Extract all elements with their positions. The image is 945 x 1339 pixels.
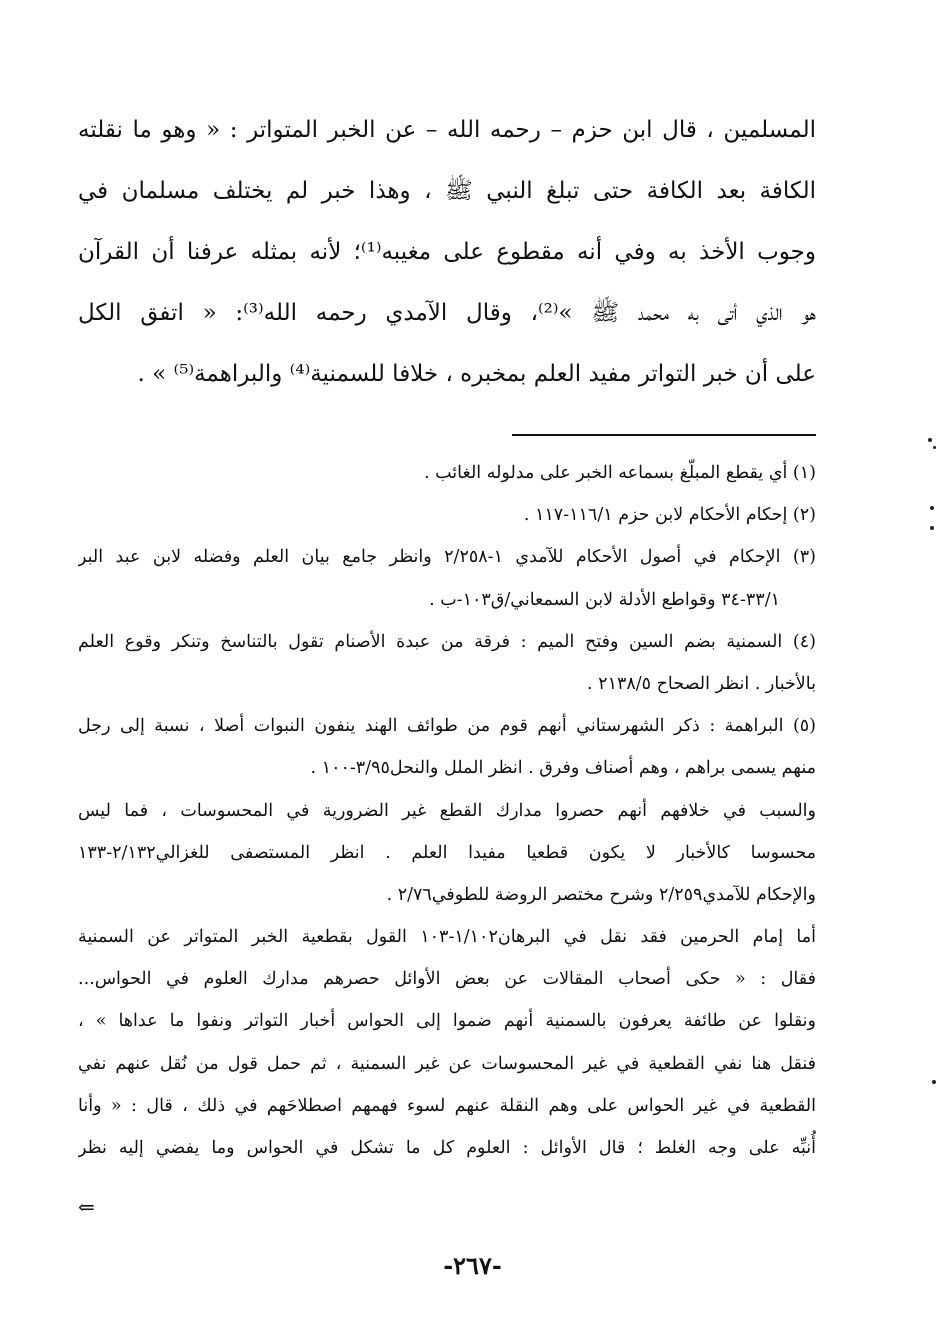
footnote-line: أما إمام الحرمين فقد نقل في البرهان١/١٠٢-١٠٣ القول بقطعية الخبر المتواتر عن السمنية xyxy=(78,927,816,948)
footnote-line: بالأخبار . انظر الصحاح ٢١٣٨/٥ . xyxy=(587,673,816,694)
scan-speck xyxy=(932,1080,936,1084)
scan-speck xyxy=(930,526,934,530)
scan-speck xyxy=(928,438,932,442)
body-line: هو الذي أتى به محمد ﷺ »⁽²⁾، وقال الآمدي رحمه الله⁽³⁾: « اتفق الكل xyxy=(78,300,816,326)
footnote-line: (٥) البراهمة : ذكر الشهرستاني أنهم قوم من طوائف الهند ينفون النبوات أصلا ، نسبة إلى رجل xyxy=(78,716,816,737)
scan-speck xyxy=(933,446,936,449)
footnote-line: (٢) إحكام الأحكام لابن حزم ١١٦/١-١١٧ . xyxy=(523,505,816,526)
page-number: -٢٦٧- xyxy=(443,1251,502,1280)
footnote-line: محسوسا كالأخبار لا يكون قطعيا مفيدا العلم . انظر المستصفى للغزالي٢/١٣٢-١٣٣ xyxy=(78,842,816,863)
footnote-line: منهم يسمى براهم ، وهم أصناف وفرق . انظر الملل والنحل٣/٩٥-١٠٠ . xyxy=(310,758,816,779)
footnote-line: القطعية في غير الحواس على وهم النقلة عنهم لسوء فهمهم اصطلاحَهم في ذلك ، قال : « وأنا xyxy=(78,1095,816,1116)
footnote-line: فنقل هنا نفي القطعية في غير المحسوسات عن غير السمنية ، ثم حمل قول من نُقل عنهم نفي xyxy=(78,1053,816,1074)
scan-speck xyxy=(930,506,934,510)
body-line: وجوب الأخذ به وفي أنه مقطوع على مغيبه⁽¹⁾؛ لأنه بمثله عرفنا أن القرآن xyxy=(78,239,816,265)
footnote-separator xyxy=(512,434,816,436)
body-line: الكافة بعد الكافة حتى تبلغ النبي ﷺ ، وهذا خبر لم يختلف مسلمان في xyxy=(78,178,816,204)
main-text xyxy=(78,100,816,405)
footnote-line: (١) أي يقطع المبلّغ بسماعه الخبر على مدلوله الغائب . xyxy=(423,463,816,483)
footnote-line: فقال : « حكى أصحاب المقالات عن بعض الأوائل حصرهم مدارك العلوم في الحواس... xyxy=(78,969,816,990)
footnote-line: (٣) الإحكام في أصول الأحكام للآمدي ١-٢/٢٥٨ وانظر جامع بيان العلم وفضله لابن عبد البر xyxy=(78,547,816,568)
body-line: المسلمين ، قال ابن حزم – رحمه الله – عن الخبر المتواتر : « وهو ما نقلته xyxy=(78,117,816,143)
footnote-line: أُنبِّه على وجه الغلط ؛ قال الأوائل : العلوم كل ما تشكل في الحواس وما يفضي إليه نظر xyxy=(78,1138,816,1158)
footnote-line: والإحكام للآمدي٢/٢٥٩ وشرح مختصر الروضة للطوفي٢/٧٦ . xyxy=(386,884,816,905)
footnote-line: (٤) السمنية بضم السين وفتح الميم : فرقة من عبدة الأصنام تقول بالتناسخ وتنكر وقوع العلم xyxy=(78,631,816,652)
continuation-arrow-icon: ⇐ xyxy=(78,1195,95,1219)
footnote-line: ٣٣/١-٣٤ وقواطع الأدلة لابن السمعاني/ق١٠٣-ب . xyxy=(429,589,780,610)
footnotes xyxy=(78,452,816,1169)
footnote-line: ونقلوا عن طائفة يعرفون بالسمنية أنهم ضموا إلى الحواس أخبار التواتر ونفوا ما عداها » ، xyxy=(78,1011,816,1032)
footnote-line: والسبب في خلافهم أنهم حصروا مدارك القطع غير الضرورية في المحسوسات ، فما ليس xyxy=(78,800,816,821)
body-line: على أن خبر التواتر مفيد العلم بمخبره ، خلافا للسمنية⁽⁴⁾ والبراهمة⁽⁵⁾ » . xyxy=(137,361,816,387)
